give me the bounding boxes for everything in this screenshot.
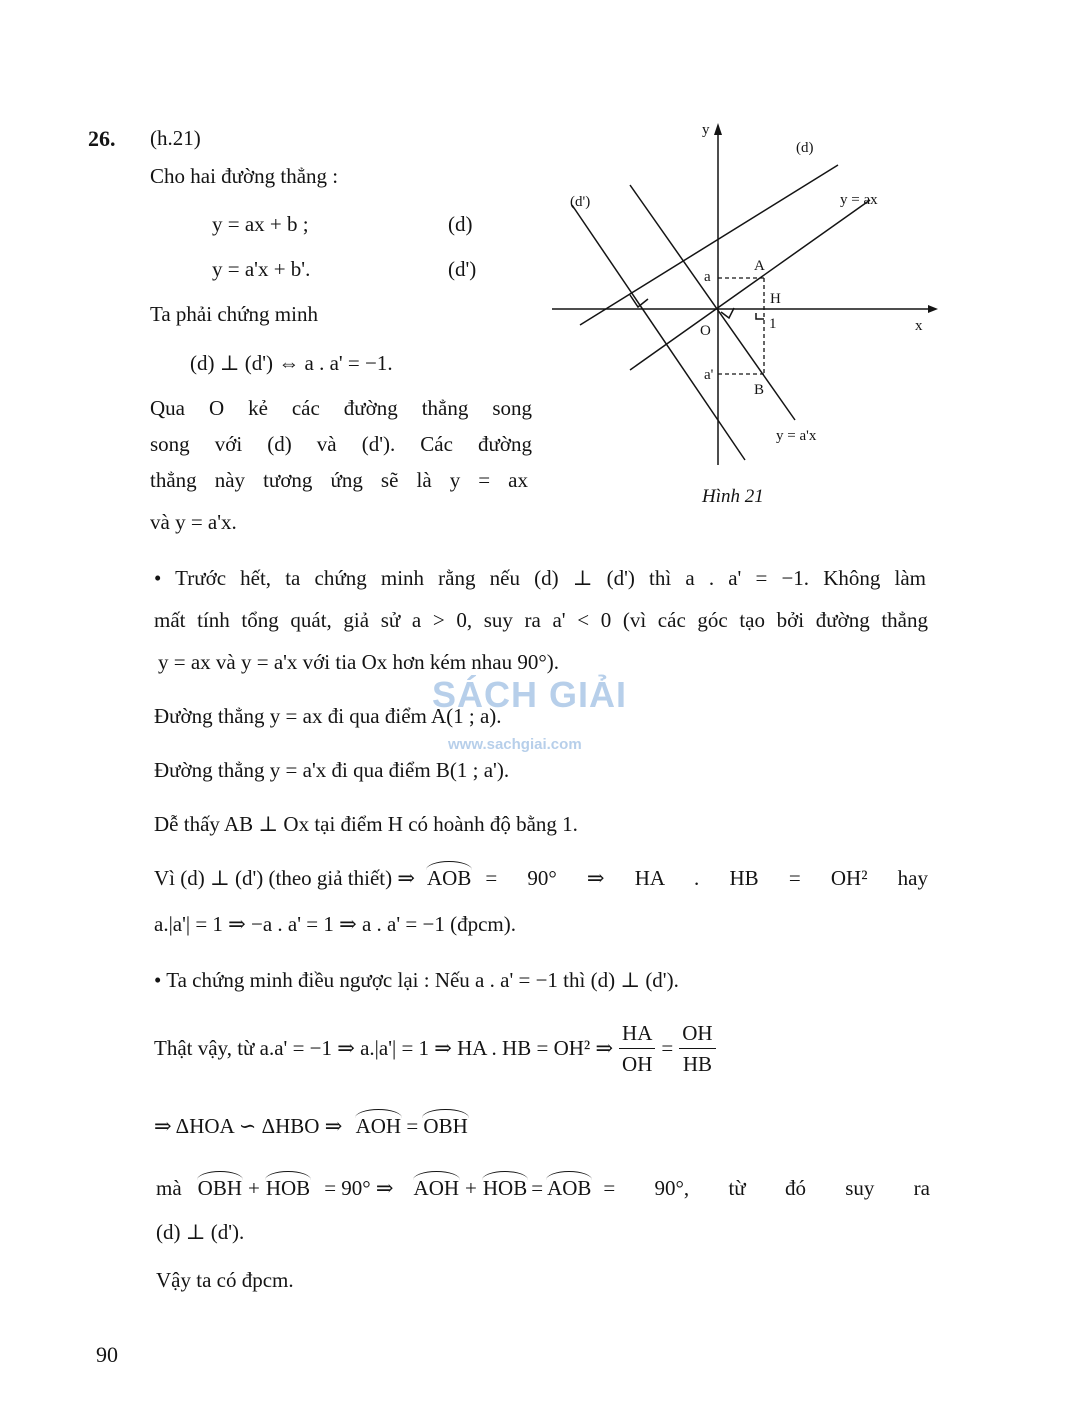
- ma-word: mà: [156, 1176, 182, 1200]
- figure-caption: Hình 21: [702, 486, 764, 507]
- right-angle-mark: [630, 295, 648, 307]
- y-axis-arrow-icon: [714, 123, 722, 135]
- since-line: [154, 866, 928, 891]
- equals-sign: =: [406, 1114, 419, 1138]
- final-line-2: (d) ⊥ (d').: [156, 1220, 245, 1244]
- part1-line: y = ax và y = a'x với tia Ox hơn kém nhau 90°).: [158, 650, 559, 674]
- line-y-ax-label: y = ax: [840, 192, 878, 208]
- y-axis-label: y: [702, 122, 710, 138]
- paragraph-line: song với (d) và (d'). Các đường: [150, 432, 532, 456]
- paragraph-line: thẳng này tương ứng sẽ là y = ax: [150, 468, 528, 492]
- point-B-label: B: [754, 382, 765, 398]
- fraction-numerator: HA: [619, 1018, 655, 1049]
- right-angle-mark: [756, 313, 764, 319]
- angle-HOB: HOB: [482, 1176, 528, 1200]
- plus-sign: +: [465, 1176, 477, 1200]
- indeed-text: Thật vậy, từ a.a' = −1 ⇒ a.|a'| = 1 ⇒ HA . HB = OH² ⇒: [154, 1036, 614, 1060]
- conclusion-part1: a.|a'| = 1 ⇒ −a . a' = 1 ⇒ a . a' = −1 (đpcm).: [154, 912, 516, 936]
- tick-a-prime-label: a': [704, 367, 714, 383]
- angle-AOB: AOB: [426, 866, 472, 890]
- x-axis-arrow-icon: [928, 305, 938, 313]
- equation-d: y = ax + b ;: [212, 212, 309, 236]
- tick-a-label: a: [704, 269, 711, 285]
- indeed-line: [154, 1018, 722, 1079]
- figure-reference: (h.21): [150, 126, 201, 150]
- equation-d-prime: y = a'x + b'.: [212, 257, 311, 281]
- final-tail: = 90°, từ đó suy ra: [603, 1176, 930, 1200]
- watermark-url: www.sachgiai.com: [448, 736, 582, 753]
- fraction-numerator: OH: [679, 1018, 715, 1049]
- point-H-label: H: [770, 291, 781, 307]
- similar-line: [154, 1114, 468, 1139]
- part1-line: • Trước hết, ta chứng minh rằng nếu (d) ⊥ (d') thì a . a' = −1. Không làm: [154, 566, 926, 590]
- equation-d-label: (d): [448, 212, 473, 236]
- tick-one-label: 1: [769, 316, 777, 332]
- angle-OBH: OBH: [197, 1176, 242, 1200]
- equation-d-prime-label: (d'): [448, 257, 477, 281]
- angle-OBH: OBH: [423, 1114, 468, 1138]
- fraction-OH-HB: [679, 1018, 715, 1079]
- line-d-prime: [572, 205, 745, 460]
- part1-line: mất tính tổng quát, giả sử a > 0, suy ra a' < 0 (vì các góc tạo bởi đường thẳng: [154, 608, 928, 632]
- watermark: [432, 674, 642, 764]
- angle-HOB: HOB: [265, 1176, 311, 1200]
- paragraph-line: và y = a'x.: [150, 510, 237, 534]
- watermark-brand: SÁCH GIẢI: [432, 674, 628, 715]
- line-d-label: (d): [796, 140, 814, 156]
- plus-sign: +: [248, 1176, 260, 1200]
- origin-label: O: [700, 323, 711, 339]
- part2-statement: • Ta chứng minh điều ngược lại : Nếu a . a' = −1 thì (d) ⊥ (d').: [154, 968, 679, 992]
- equals-90: = 90° ⇒: [324, 1176, 394, 1200]
- conclusion: Vậy ta có đpcm.: [156, 1268, 294, 1292]
- since-post: = 90° ⇒ HA . HB = OH² hay: [485, 866, 928, 890]
- line-d-prime-label: (d'): [570, 194, 591, 210]
- fraction-HA-OH: [619, 1018, 655, 1079]
- prove-intro: Ta phải chứng minh: [150, 302, 318, 326]
- similar-text: ⇒ ΔHOA ∽ ΔHBO ⇒: [154, 1114, 343, 1138]
- point-A-label: A: [754, 258, 765, 274]
- problem-number: 26.: [88, 126, 116, 151]
- angle-AOH: AOH: [355, 1114, 402, 1138]
- x-axis-label: x: [915, 318, 923, 334]
- figure-21: [540, 115, 940, 515]
- perpendicular-statement: Dễ thấy AB ⊥ Ox tại điểm H có hoành độ bằng 1.: [154, 812, 578, 836]
- line-d: [580, 165, 838, 325]
- line-through-B: Đường thẳng y = a'x đi qua điểm B(1 ; a').: [154, 758, 510, 782]
- angle-AOH: AOH: [413, 1176, 460, 1200]
- fraction-denominator: OH: [622, 1052, 653, 1076]
- line-y-a-prime-x-label: y = a'x: [776, 428, 817, 444]
- fraction-denominator: HB: [682, 1052, 712, 1076]
- since-pre: Vì (d) ⊥ (d') (theo giả thiết) ⇒: [154, 866, 415, 890]
- final-line: [156, 1176, 930, 1201]
- prove-statement: (d) ⊥ (d') ⇔ a . a' = −1.: [190, 351, 393, 375]
- angle-AOB: AOB: [547, 1176, 592, 1200]
- page-number: 90: [96, 1342, 118, 1367]
- equals-sign: =: [661, 1036, 674, 1060]
- line-through-A: Đường thẳng y = ax đi qua điểm A(1 ; a).: [154, 704, 502, 728]
- paragraph-line: Qua O kẻ các đường thẳng song: [150, 396, 532, 420]
- equals-sign: =: [531, 1176, 544, 1200]
- intro-text: Cho hai đường thẳng :: [150, 164, 339, 188]
